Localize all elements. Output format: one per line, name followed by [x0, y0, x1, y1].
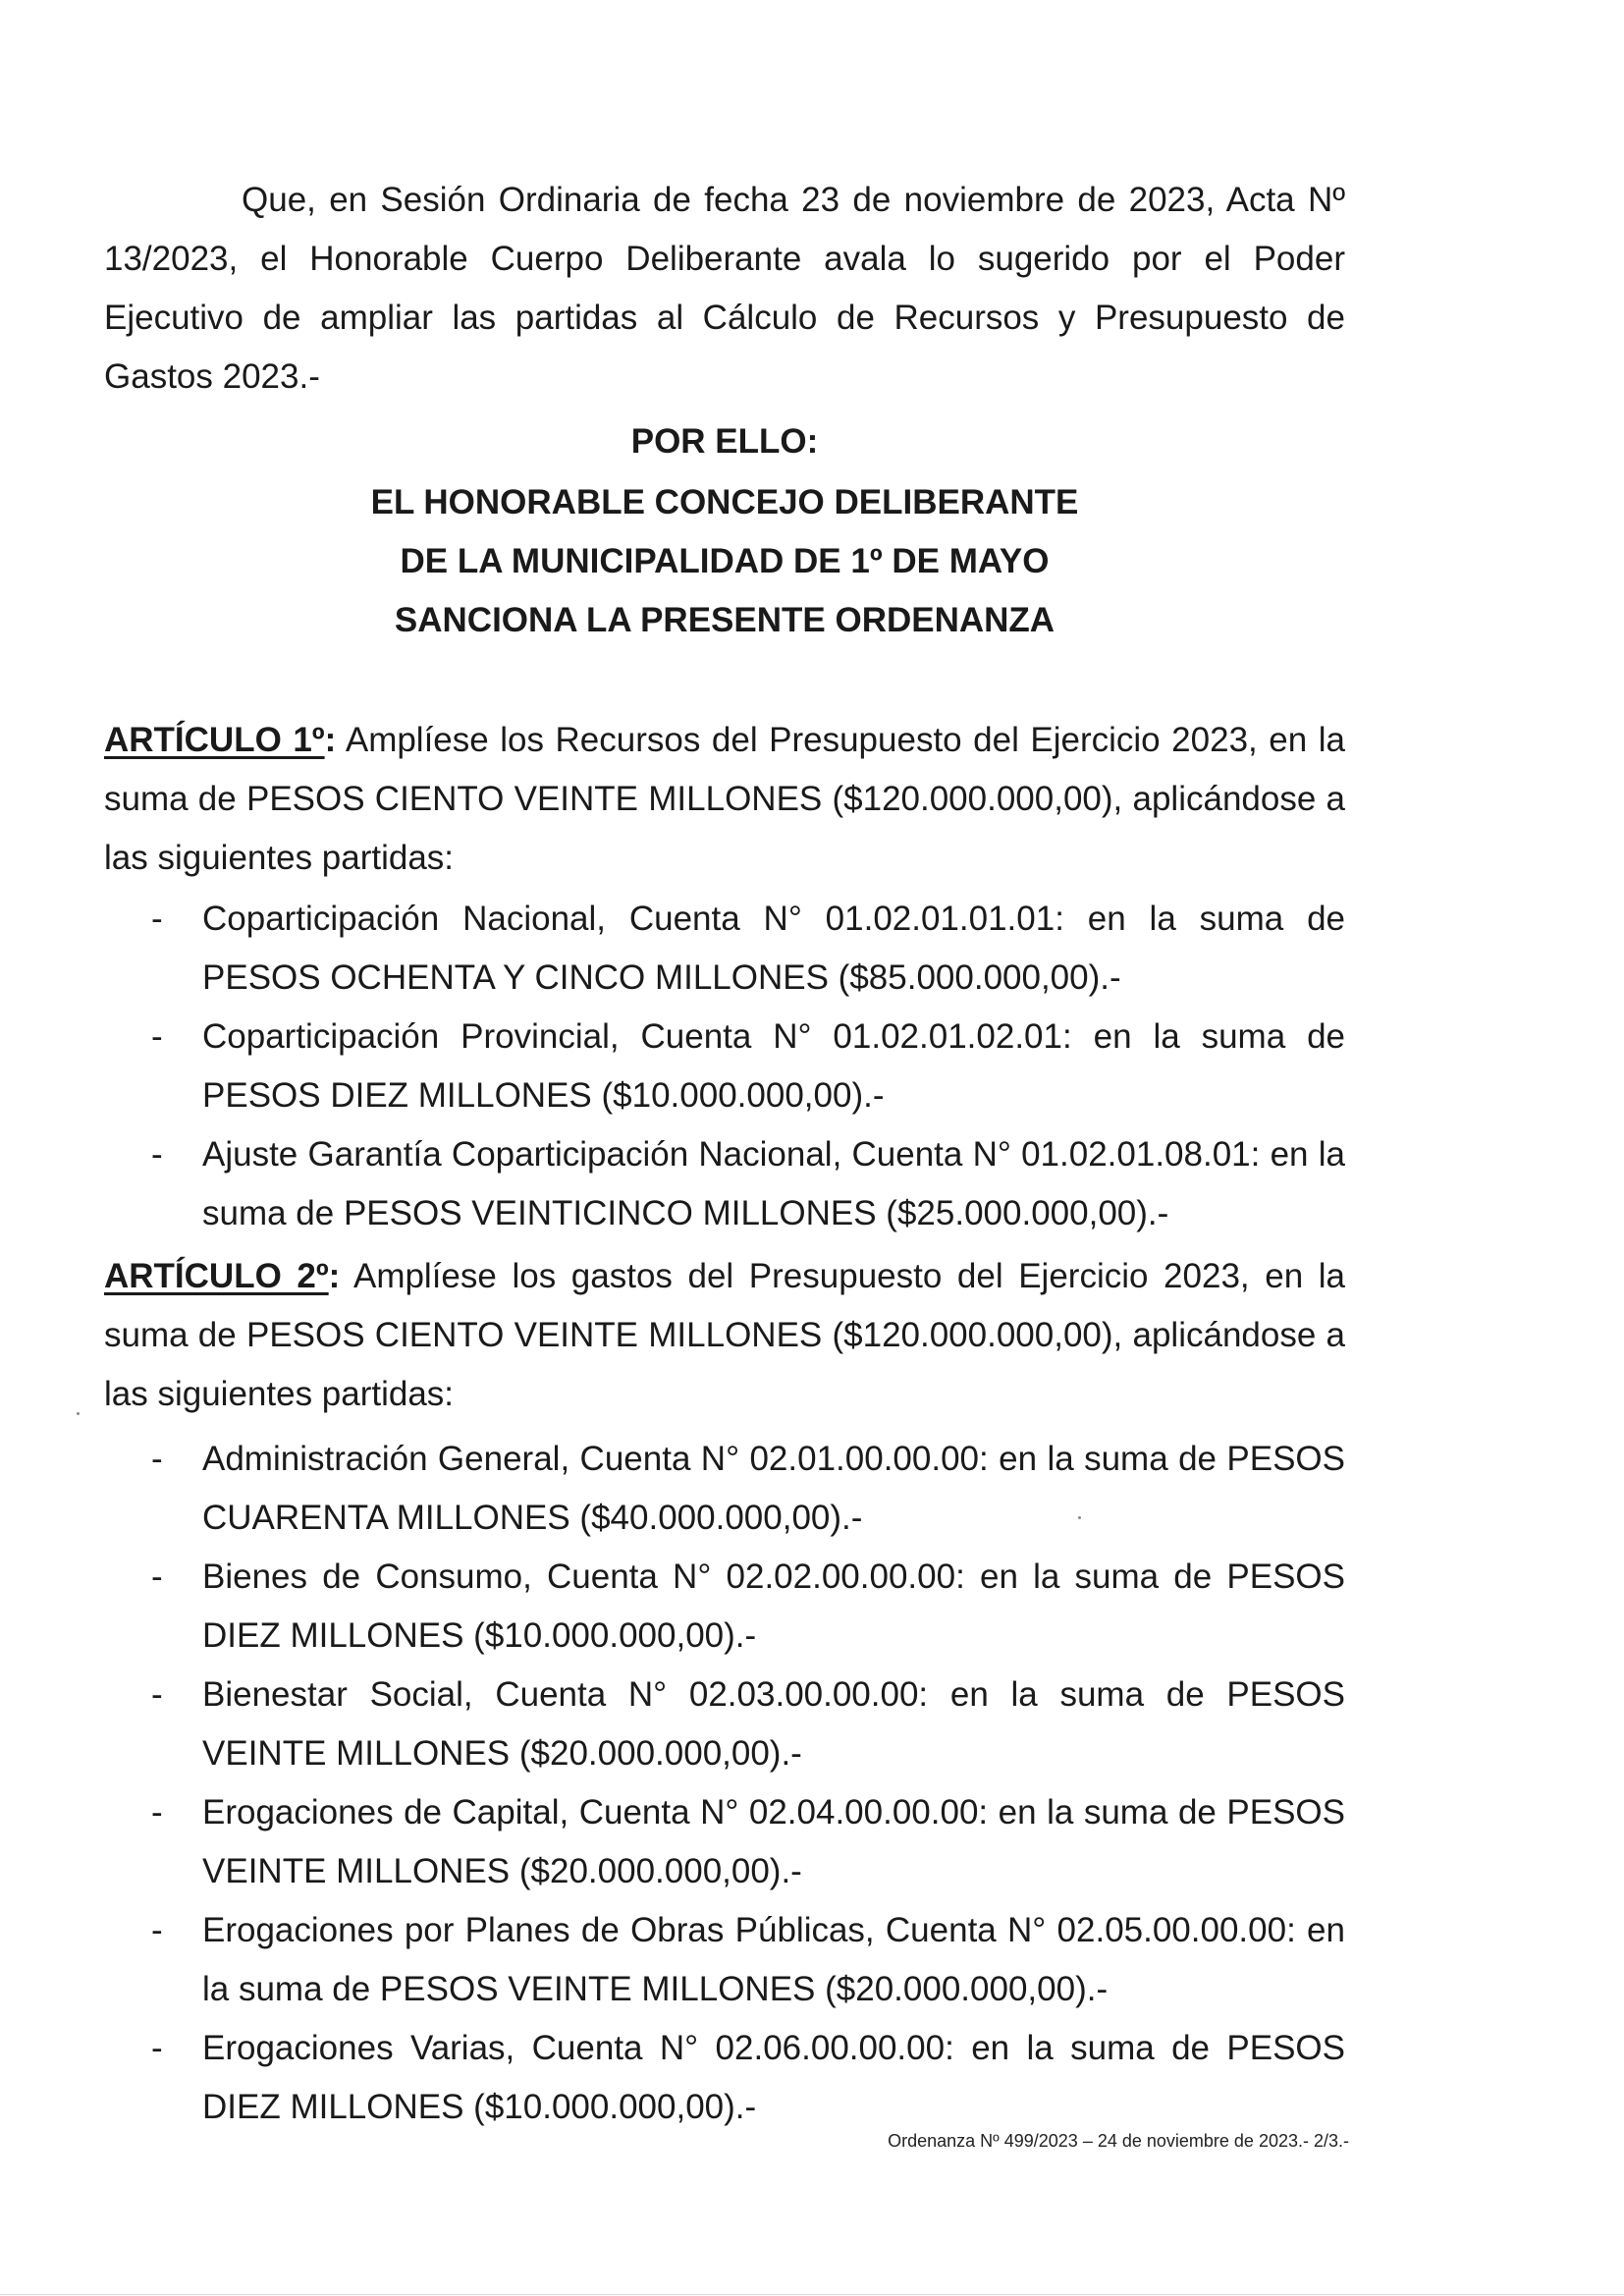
heading-municipalidad: DE LA MUNICIPALIDAD DE 1º DE MAYO — [400, 542, 1050, 580]
dash-marker: - — [151, 1017, 163, 1056]
article-1-items — [104, 890, 1345, 1243]
article-2-label: ARTÍCULO 2º: — [104, 1257, 341, 1295]
list-item: - Bienestar Social, Cuenta N° 02.03.00.00.00: en la suma de PESOS VEINTE MILLONES ($20.000.000,00).- — [104, 1666, 1345, 1783]
list-item: - Erogaciones Varias, Cuenta N° 02.06.00.00.00: en la suma de PESOS DIEZ MILLONES ($10.000.000,00).- — [104, 2019, 1345, 2137]
dash-marker: - — [151, 1675, 163, 1714]
dash-marker: - — [151, 1440, 163, 1478]
scan-edge — [0, 2294, 1624, 2295]
page-footer: Ordenanza Nº 499/2023 – 24 de noviembre de 2023.- 2/3.- — [888, 2131, 1349, 2151]
article-1-intro — [104, 711, 1345, 888]
dash-marker: - — [151, 900, 163, 938]
list-item: - Erogaciones por Planes de Obras Públicas, Cuenta N° 02.05.00.00.00: en la suma de PESOS VEINTE MILLONES ($20.000.000,00).- — [104, 1901, 1345, 2019]
article-2-text: Amplíese los gastos del Presupuesto del Ejercicio 2023, en la suma de PESOS CIENTO VEINTE MILLONES ($120.000.000,00), aplicándose a las siguientes partidas: — [104, 1257, 1345, 1413]
list-item: - Coparticipación Nacional, Cuenta N° 01.02.01.01.01: en la suma de PESOS OCHENTA Y CINCO MILLONES ($85.000.000,00).- — [104, 890, 1345, 1008]
scan-speck — [77, 1412, 80, 1415]
dash-marker: - — [151, 1911, 163, 1949]
list-item: - Erogaciones de Capital, Cuenta N° 02.04.00.00.00: en la suma de PESOS VEINTE MILLONES ($20.000.000,00).- — [104, 1783, 1345, 1901]
dash-marker: - — [151, 1558, 163, 1596]
intro-paragraph — [104, 171, 1345, 407]
article-2-items — [104, 1430, 1345, 2137]
dash-marker: - — [151, 1135, 163, 1174]
list-item: - Coparticipación Provincial, Cuenta N° 01.02.01.02.01: en la suma de PESOS DIEZ MILLONES ($10.000.000,00).- — [104, 1008, 1345, 1125]
article-1-text: Amplíese los Recursos del Presupuesto del Ejercicio 2023, en la suma de PESOS CIENTO VEINTE MILLONES ($120.000.000,00), aplicándose a las siguientes partidas: — [104, 721, 1345, 877]
article-1-label: ARTÍCULO 1º: — [104, 721, 337, 759]
heading-sanciona: SANCIONA LA PRESENTE ORDENANZA — [394, 601, 1056, 639]
heading-por-ello: POR ELLO: — [630, 422, 819, 461]
list-item: - Ajuste Garantía Coparticipación Nacional, Cuenta N° 01.02.01.08.01: en la suma de PESOS VEINTICINCO MILLONES ($25.000.000,00).- — [104, 1125, 1345, 1243]
intro-text: Que, en Sesión Ordinaria de fecha 23 de noviembre de 2023, Acta Nº 13/2023, el Honorable Cuerpo Deliberante avala lo sugerido por el Poder Ejecutivo de ampliar las partidas al Cálculo de Recursos y Presupuesto de Gastos 2023.- — [104, 181, 1345, 396]
dash-marker: - — [151, 2029, 163, 2067]
dash-marker: - — [151, 1793, 163, 1831]
scan-speck — [1078, 1516, 1081, 1519]
article-2-intro — [104, 1247, 1345, 1424]
list-item: - Administración General, Cuenta N° 02.01.00.00.00: en la suma de PESOS CUARENTA MILLONES ($40.000.000,00).- — [104, 1430, 1345, 1548]
heading-concejo: EL HONORABLE CONCEJO DELIBERANTE — [370, 483, 1079, 521]
list-item: - Bienes de Consumo, Cuenta N° 02.02.00.00.00: en la suma de PESOS DIEZ MILLONES ($10.000.000,00).- — [104, 1548, 1345, 1666]
